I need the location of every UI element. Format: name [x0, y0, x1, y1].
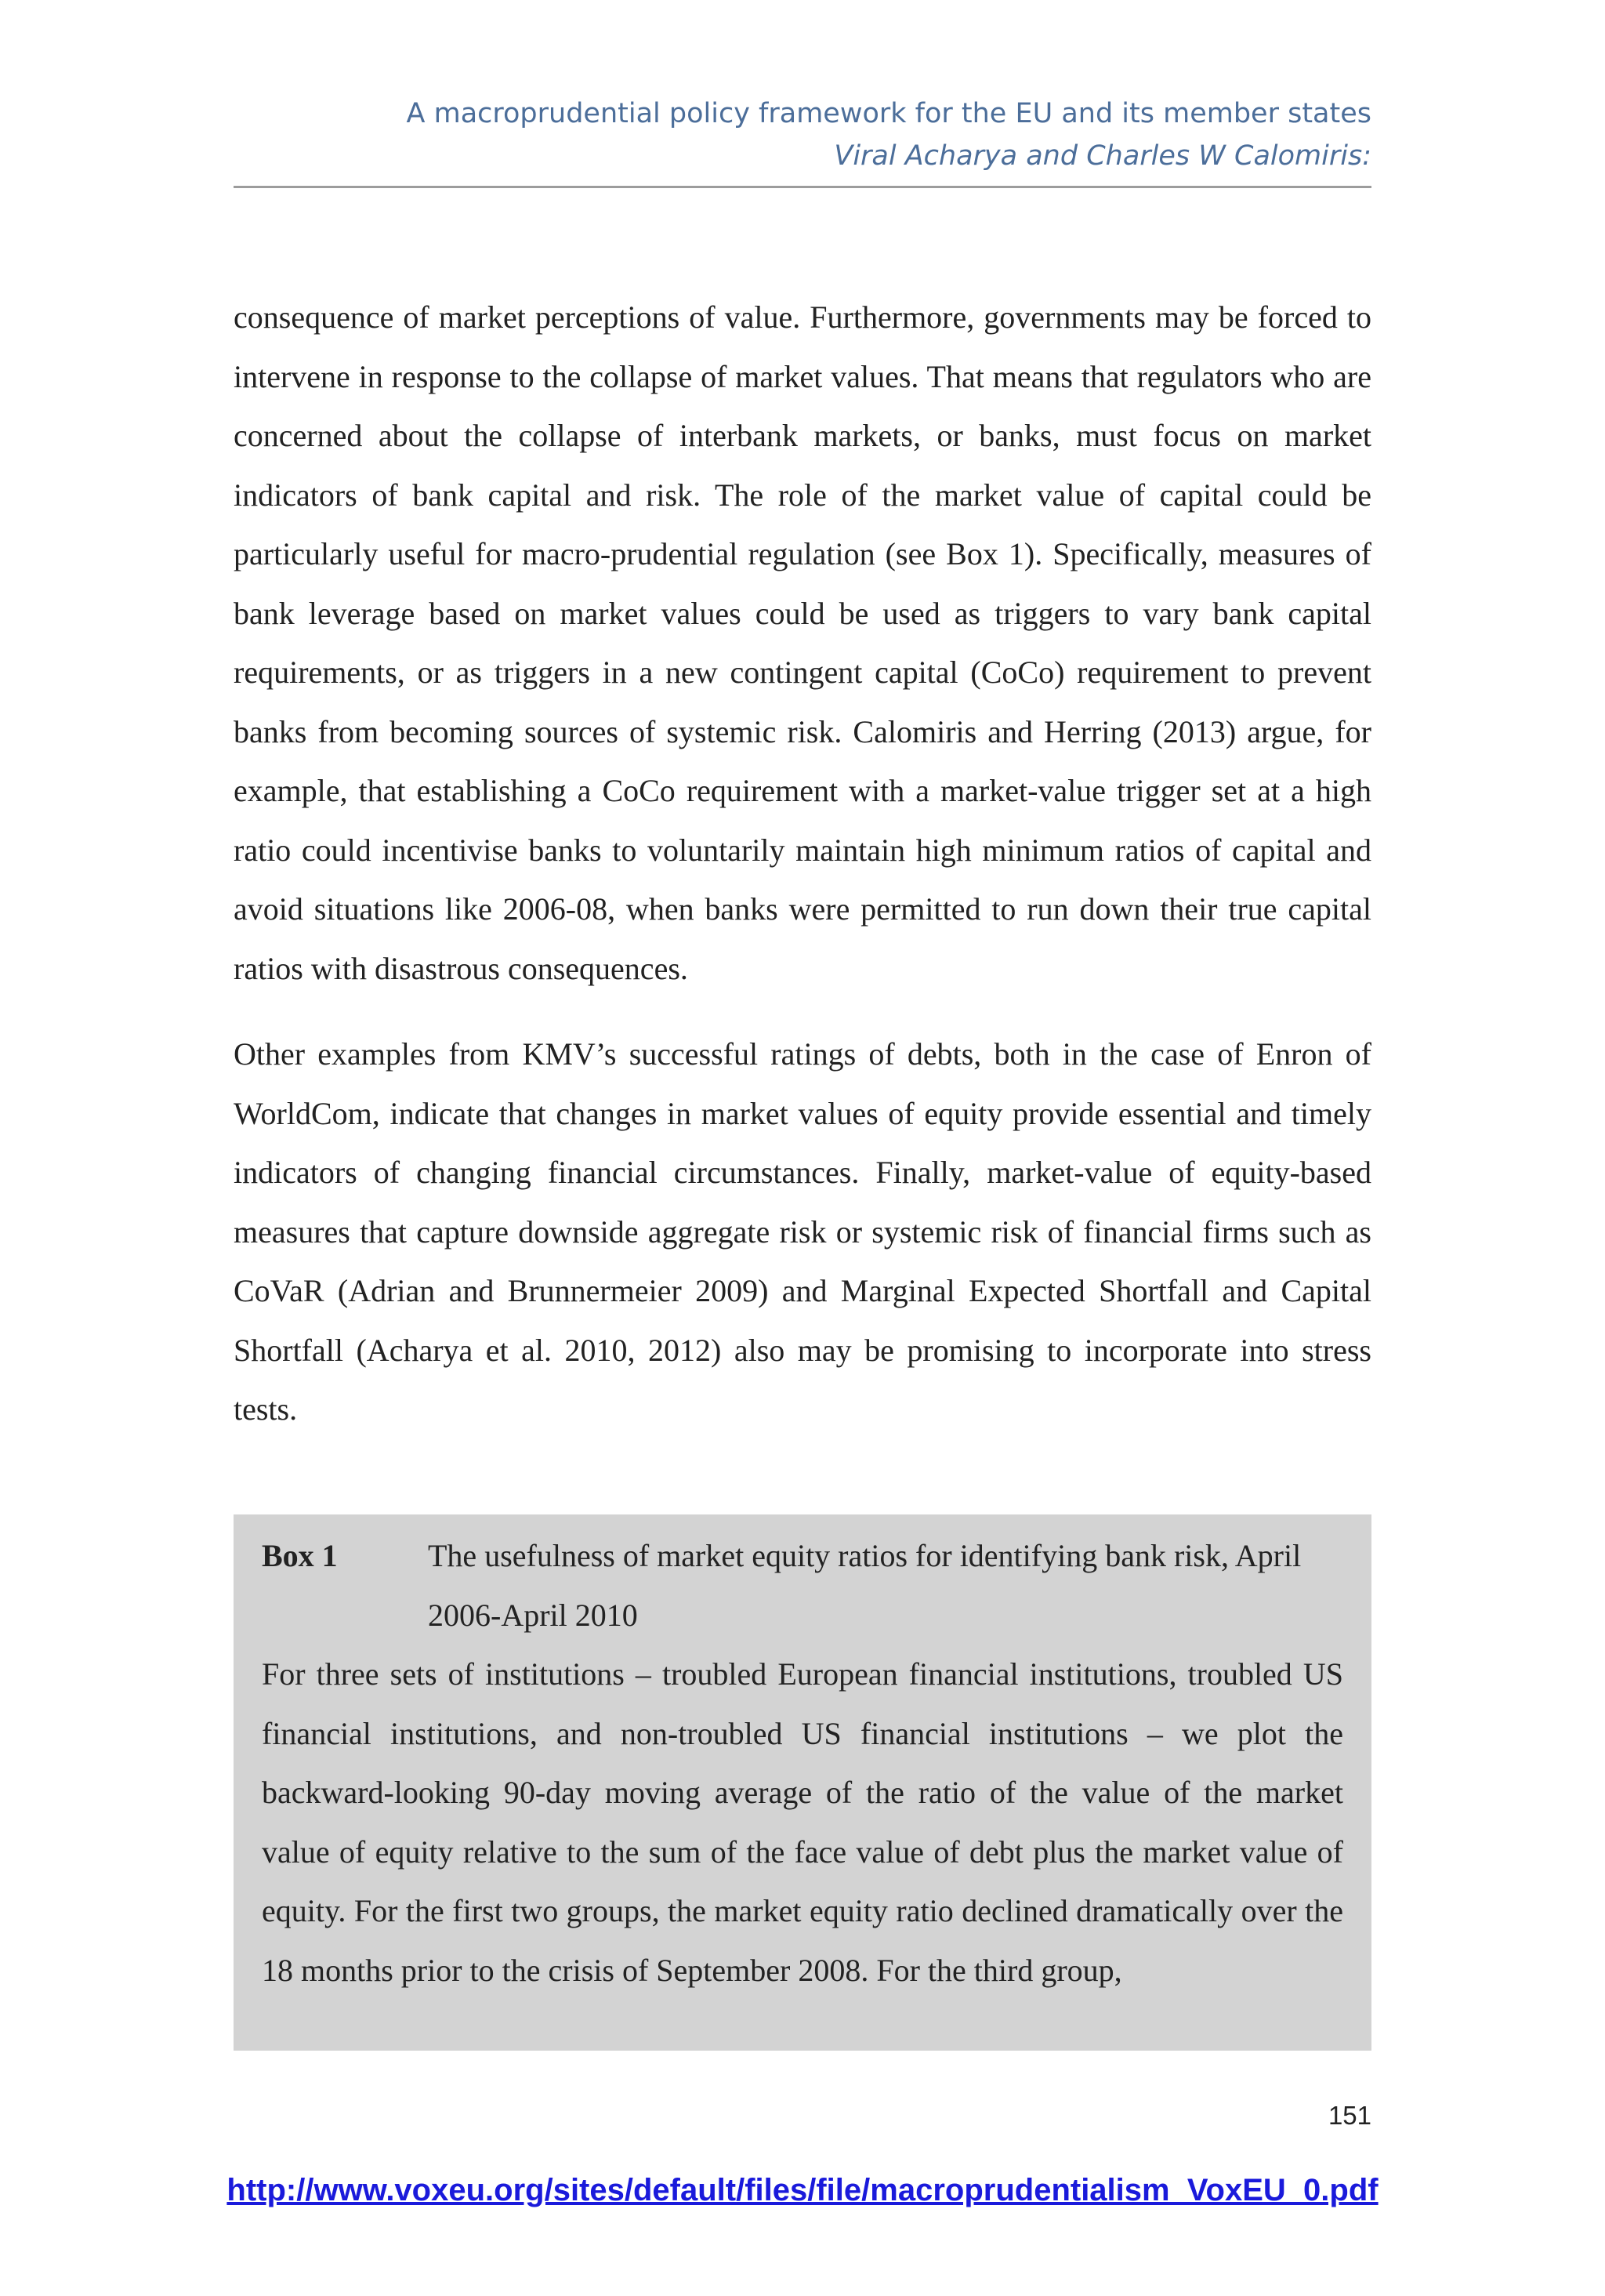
box-text: For three sets of institutions – troubled European financial institutions, troubled US financial institutions, and non-troubled US financial institutions – we plot the backward-looking 90-day moving average of the ratio of the value of the market value of equity relative to the sum of the face value of debt plus the market value of equity. For the first two groups, the market equity ratio declined dramatically over the 18 months prior to the crisis of September 2008. For the third group,: [262, 1656, 1343, 1988]
source-url-link[interactable]: http://www.voxeu.org/sites/default/files/file/macroprudentialism_VoxEU_0.pdf: [226, 2173, 1379, 2207]
body-paragraph: Other examples from KMV’s successful ratings of debts, both in the case of Enron of WorldCom, indicate that changes in market values of equity provide essential and timely indicators of changing financial circumstances. Finally, market-value of equity-based measures that capture downside aggregate risk or systemic risk of financial firms such as CoVaR (Adrian and Brunnermeier 2009) and Marginal Expected Shortfall and Capital Shortfall (Acharya et al. 2010, 2012) also may be promising to incorporate into stress tests.: [234, 1036, 1371, 1427]
box-1: [234, 1514, 1371, 2051]
report-title: A macroprudential policy framework for the EU and its member states: [406, 98, 1371, 129]
body-paragraph: consequence of market perceptions of value. Furthermore, governments may be forced to intervene in response to the collapse of market values. That means that regulators who are concerned about the collapse of interbank markets, or banks, must focus on market indicators of bank capital and risk. The role of the market value of capital could be particularly useful for macro-prudential regulation (see Box 1). Specifically, measures of bank leverage based on market values could be used as triggers to vary bank capital requirements, or as triggers in a new contingent capital (CoCo) requirement to prevent banks from becoming sources of systemic risk. Calomiris and Herring (2013) argue, for example, that establishing a CoCo requirement with a market-value trigger set at a high ratio could incentivise banks to voluntarily maintain high minimum ratios of capital and avoid situations like 2006-08, when banks were permitted to run down their true capital ratios with disastrous consequences.: [234, 299, 1371, 986]
authors-line: Viral Acharya and Charles W Calomiris:: [834, 140, 1371, 172]
running-header: [234, 92, 1371, 177]
header-divider: [234, 186, 1371, 188]
box-label: Box 1: [262, 1538, 338, 1573]
box-title: The usefulness of market equity ratios for identifying bank risk, April 2006-April 2010: [428, 1538, 1302, 1633]
main-body: [234, 288, 1371, 1439]
box-heading: [262, 1526, 1343, 1645]
page-number: 151: [1328, 2101, 1371, 2130]
